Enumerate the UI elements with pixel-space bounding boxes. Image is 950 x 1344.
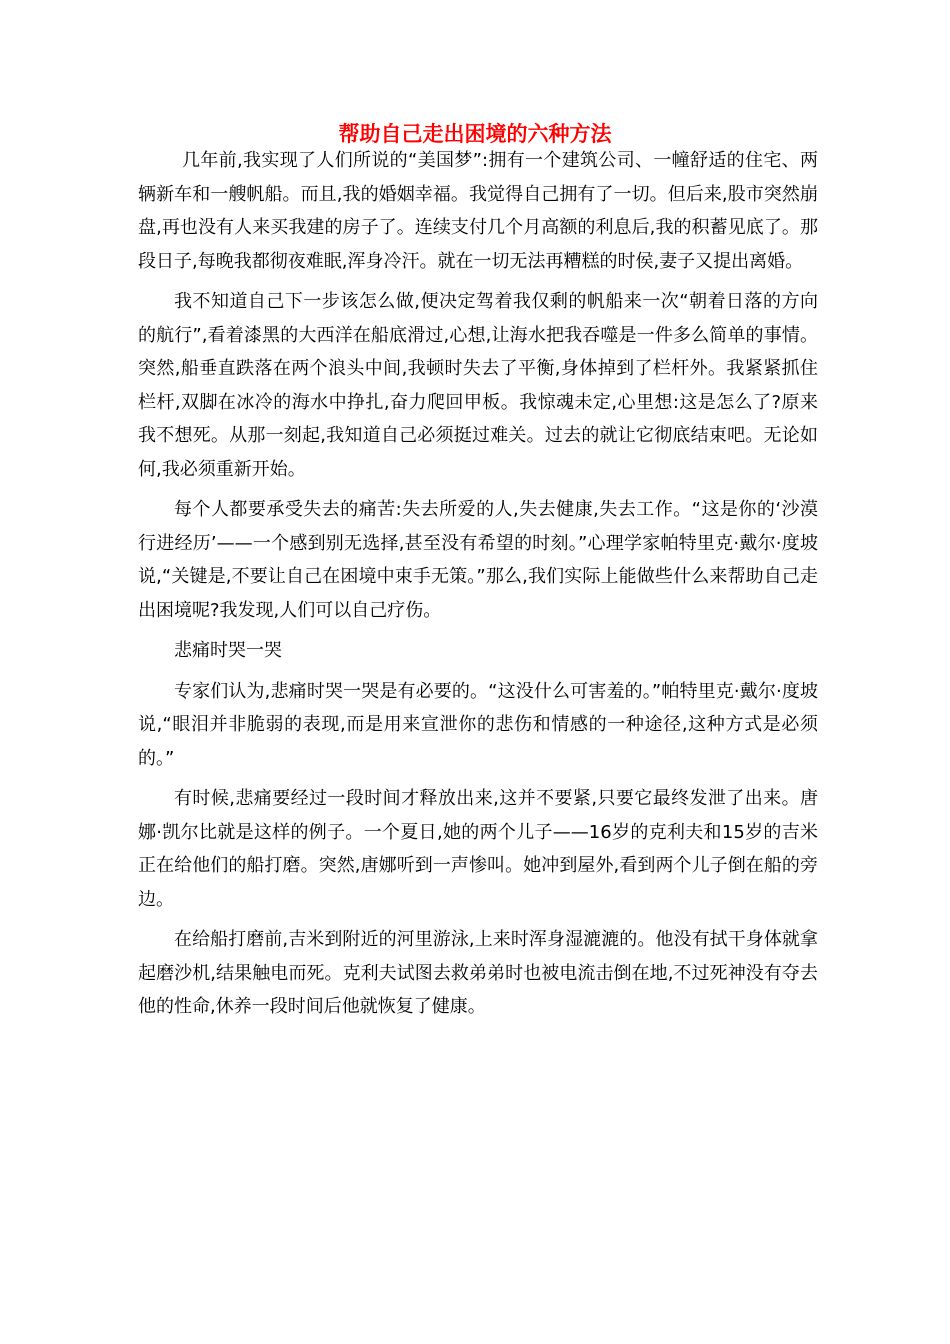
paragraph-experts: 专家们认为,悲痛时哭一哭是有必要的。“这没什么可害羞的。”帕特里克·戴尔·度坡说,“眼泪并非脆弱的表现,而是用来宣泄你的悲伤和情感的一种途径,这种方式是必须的。” [138, 680, 818, 769]
paragraph-jimmy: 在给船打磨前,吉米到附近的河里游泳,上来时浑身湿漉漉的。他没有拭干身体就拿起磨沙机,结果触电而死。克利夫试图去救弟弟时也被电流击倒在地,不过死神没有夺去他的性命,休养一段时间后他就恢复了健康。 [138, 929, 818, 1017]
section-heading-cry: 悲痛时哭一哭 [174, 640, 282, 661]
document-body [138, 144, 818, 1031]
paragraph-sailing: 我不知道自己下一步该怎么做,便决定驾着我仅剩的帆船来一次“朝着日落的方向的航行”,看着漆黑的大西洋在船底滑过,心想,让海水把我吞噬是一件多么简单的事情。突然,船垂直跌落在两个浪头中间,我顿时失去了平衡,身体掉到了栏杆外。我紧紧抓住栏杆,双脚在冰冷的海水中挣扎,奋力爬回甲板。我惊魂未定,心里想:这是怎么了?原来我不想死。从那一刻起,我知道自己必须挺过难关。过去的就让它彻底结束吧。无论如何,我必须重新开始。 [138, 291, 818, 480]
document-title: 帮助自己走出困境的六种方法 [338, 122, 612, 146]
paragraph-american-dream: 几年前,我实现了人们所说的“美国梦”:拥有一个建筑公司、一幢舒适的住宅、两辆新车和一艘帆船。而且,我的婚姻幸福。我觉得自己拥有了一切。但后来,股市突然崩盘,再也没有人来买我建的房子了。连续支付几个月高额的利息后,我的积蓄见底了。那段日子,每晚我都彻夜难眠,浑身冷汗。就在一切无法再糟糕的时侯,妻子又提出离婚。 [138, 150, 818, 272]
paragraph-loss: 每个人都要承受失去的痛苦:失去所爱的人,失去健康,失去工作。“这是你的‘沙漠行进经历’——一个感到别无选择,甚至没有希望的时刻。”心理学家帕特里克·戴尔·度坡说,“关键是,不要让自己在困境中束手无策。”那么,我们实际上能做些什么来帮助自己走出困境呢?我发现,人们可以自己疗伤。 [138, 499, 818, 621]
paragraph-donna: 有时候,悲痛要经过一段时间才释放出来,这并不要紧,只要它最终发泄了出来。唐娜·凯尔比就是这样的例子。一个夏日,她的两个儿子——16岁的克利夫和15岁的吉米正在给他们的船打磨。突然,唐娜听到一声惨叫。她冲到屋外,看到两个儿子倒在船的旁边。 [138, 788, 818, 910]
